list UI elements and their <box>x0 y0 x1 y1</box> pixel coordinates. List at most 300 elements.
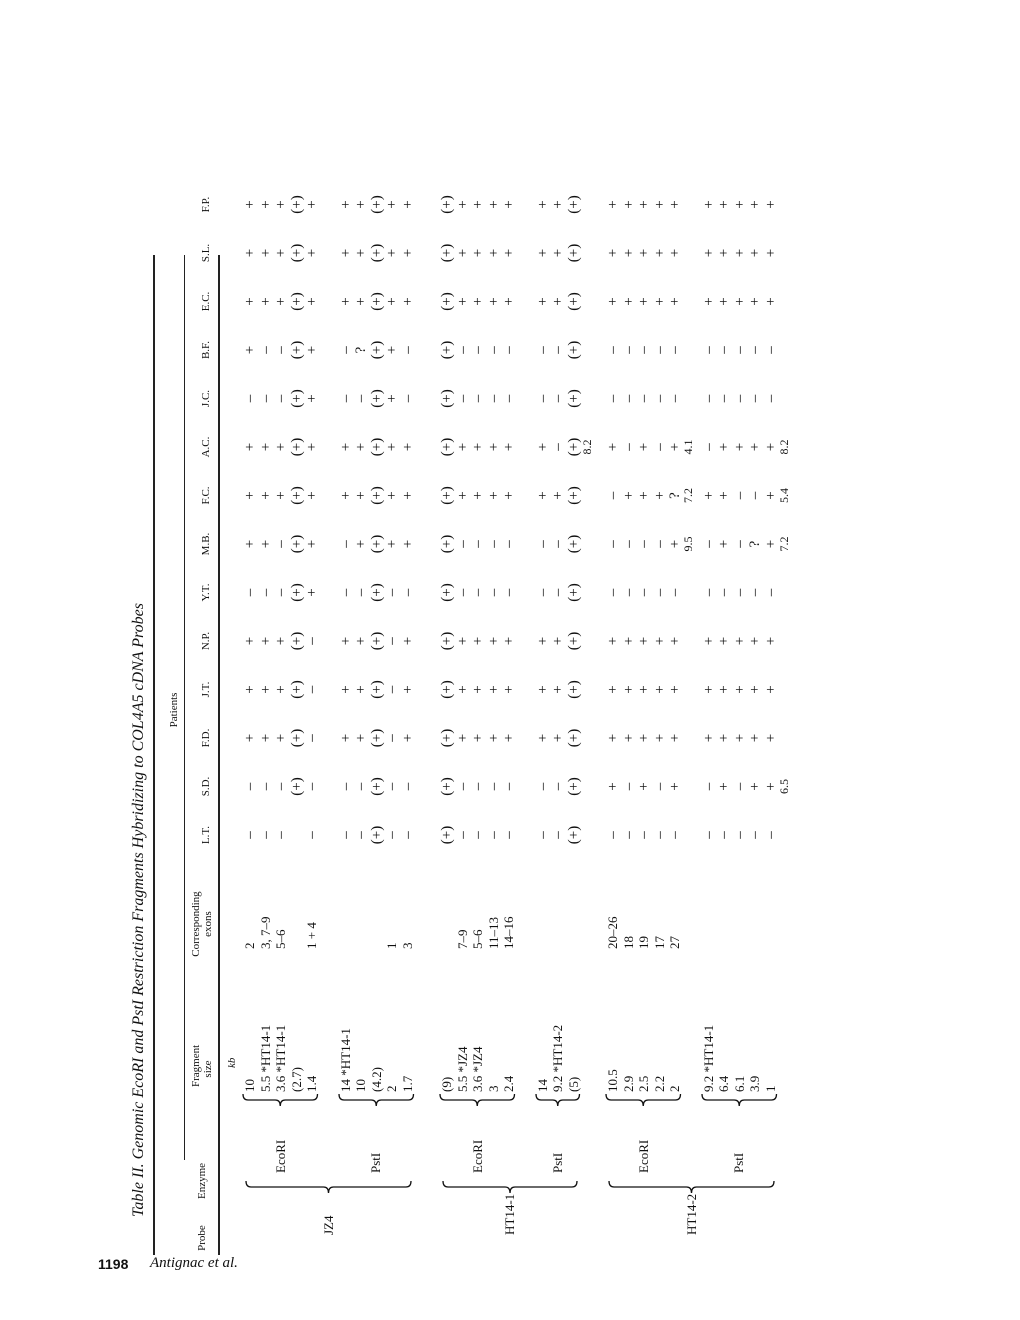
fragment-size-note: 7.2 <box>681 488 695 503</box>
hybridization-result: – <box>534 346 551 354</box>
hybridization-result: (+) <box>288 534 305 554</box>
fragment-size: 9.2 *HT14-1 <box>700 1024 716 1092</box>
hybridization-result: + <box>550 491 566 500</box>
hybridization-result: + <box>762 733 779 743</box>
hybridization-result: (+) <box>565 631 582 651</box>
hybridization-result: – <box>337 588 354 597</box>
enzyme-name: PstI <box>731 1152 747 1173</box>
hybridization-result: – <box>485 540 502 548</box>
fragment-size: 1 <box>762 1085 778 1092</box>
hybridization-result: (+) <box>565 340 582 360</box>
fragment-size: 3.6 *HT14-1 <box>273 1024 288 1092</box>
hybridization-result: – <box>353 831 369 839</box>
hybridization-result: – <box>550 588 566 597</box>
hybridization-result: – <box>550 346 566 354</box>
hybridization-result: + <box>651 491 668 500</box>
hybridization-result: + <box>605 200 621 209</box>
hybridization-result: – <box>747 346 763 354</box>
hybridization-result: (+) <box>565 534 582 554</box>
hybridization-result: + <box>470 636 486 646</box>
fragment-size: 1.4 <box>304 1075 319 1092</box>
hybridization-result: – <box>470 540 486 548</box>
hybridization-result: + <box>534 200 551 209</box>
hybridization-result: + <box>242 345 258 355</box>
hybridization-result: + <box>242 200 258 209</box>
fragment-brace <box>701 1092 778 1108</box>
hybridization-result: + <box>337 491 354 500</box>
hybridization-result: + <box>384 248 400 258</box>
hybridization-result: – <box>762 346 779 354</box>
hybridization-result: + <box>667 782 683 791</box>
hybridization-result: – <box>620 588 637 597</box>
hybridization-result: (+) <box>288 195 305 214</box>
hybridization-result: + <box>747 297 763 306</box>
hybridization-result: – <box>337 394 354 403</box>
hybridization-result: + <box>747 733 763 743</box>
hybridization-result: (+) <box>368 389 385 408</box>
hybridization-result: + <box>636 442 652 452</box>
hybridization-result: + <box>304 588 320 597</box>
hybridization-result: – <box>257 588 274 597</box>
hybridization-result: + <box>454 733 471 743</box>
hybridization-result: (+) <box>368 728 385 748</box>
hybridization-result: + <box>620 248 637 258</box>
hybridization-result: + <box>273 200 289 209</box>
hybridization-result: + <box>273 733 289 743</box>
hybridization-result: (+) <box>288 340 305 360</box>
hybridization-result: – <box>762 831 779 839</box>
hybridization-result: – <box>700 443 717 451</box>
header-patient: N.P. <box>200 631 212 651</box>
hybridization-result: + <box>384 345 400 355</box>
hybridization-result: + <box>747 685 763 694</box>
hybridization-result: + <box>667 685 683 694</box>
hybridization-result: – <box>273 588 289 597</box>
hybridization-result: – <box>304 831 320 839</box>
hybridization-result: (+) <box>439 631 455 651</box>
hybridization-result: + <box>620 733 637 743</box>
hybridization-result: + <box>273 248 289 258</box>
corresponding-exons: 11–13 <box>485 916 501 949</box>
hybridization-result: + <box>731 636 748 646</box>
hybridization-result: + <box>731 248 748 258</box>
hybridization-result: – <box>651 831 668 839</box>
hybridization-result: + <box>399 733 416 743</box>
hybridization-result: + <box>651 297 668 306</box>
hybridization-result: + <box>273 491 289 500</box>
hybridization-result: – <box>454 394 471 403</box>
hybridization-result: (+) <box>368 292 385 311</box>
hybridization-result: + <box>605 442 621 452</box>
hybridization-result: + <box>636 297 652 306</box>
probe-name: HT14-1 <box>502 1193 517 1235</box>
fragment-size-note: 4.1 <box>681 439 695 455</box>
hybridization-result: + <box>399 685 416 694</box>
hybridization-result: – <box>731 346 748 354</box>
fragment-brace <box>605 1092 682 1108</box>
hybridization-result: – <box>620 540 637 548</box>
hybridization-result: + <box>454 297 471 306</box>
hybridization-result: – <box>501 588 517 597</box>
header-patient: L.T. <box>200 825 212 845</box>
hybridization-result: – <box>620 443 637 451</box>
hybridization-result: + <box>454 442 471 452</box>
hybridization-result: + <box>257 200 274 209</box>
fragment-brace <box>535 1092 581 1108</box>
hybridization-result: + <box>731 297 748 306</box>
hybridization-result: + <box>550 248 566 258</box>
hybridization-result: + <box>605 248 621 258</box>
hybridization-result: + <box>470 491 486 500</box>
fragment-size: 1.7 <box>399 1075 415 1092</box>
hybridization-result: + <box>353 539 369 549</box>
hybridization-result: + <box>731 733 748 743</box>
hybridization-result: + <box>501 248 517 258</box>
hybridization-result: – <box>605 346 621 354</box>
table-caption: Table II. Genomic EcoRI and PstI Restriction Fragments Hybridizing to COL4A5 cDNA Probes <box>130 602 147 1217</box>
hybridization-result: + <box>731 685 748 694</box>
hybridization-result: + <box>304 248 320 258</box>
corresponding-exons: 7–9 <box>454 929 470 949</box>
hybridization-result: – <box>304 685 320 694</box>
fragment-size: 2.4 <box>501 1075 516 1092</box>
running-head: Antignac et al. <box>150 1255 238 1271</box>
hybridization-result: – <box>550 443 566 451</box>
hybridization-result: – <box>636 394 652 403</box>
hybridization-result: + <box>470 733 486 743</box>
fragment-size-note: 9.5 <box>681 536 695 552</box>
hybridization-result: + <box>485 685 502 694</box>
header-patient: F.D. <box>200 728 212 748</box>
hybridization-result: + <box>762 200 779 209</box>
hybridization-result: + <box>667 200 683 209</box>
corresponding-exons: 1 + 4 <box>304 922 319 949</box>
hybridization-result: + <box>501 685 517 694</box>
hybridization-result: + <box>762 297 779 306</box>
hybridization-result: + <box>534 297 551 306</box>
fragment-size: 5.5 *HT14-1 <box>257 1024 273 1092</box>
hybridization-result: – <box>651 394 668 403</box>
hybridization-result: (+) <box>565 195 582 214</box>
hybridization-result: – <box>620 782 637 791</box>
hybridization-result: (+) <box>288 631 305 651</box>
hybridization-result: + <box>384 491 400 500</box>
hybridization-result: – <box>534 394 551 403</box>
hybridization-result: + <box>304 394 320 403</box>
hybridization-result: + <box>716 685 732 694</box>
hybridization-result: + <box>762 491 779 500</box>
hybridization-result: + <box>399 200 416 209</box>
hybridization-result: + <box>550 685 566 694</box>
hybridization-result: (+) <box>368 243 385 263</box>
hybridization-result: – <box>605 540 621 548</box>
hybridization-result: (+) <box>439 340 455 360</box>
hybridization-result: ? <box>667 492 683 499</box>
hybridization-result: (+) <box>439 680 455 699</box>
hybridization-result: + <box>242 733 258 743</box>
hybridization-result: – <box>534 588 551 597</box>
hybridization-result: + <box>337 733 354 743</box>
hybridization-result: – <box>337 782 354 791</box>
hybridization-result: – <box>716 394 732 403</box>
hybridization-result: ? <box>353 346 369 354</box>
hybridization-result: + <box>485 442 502 452</box>
hybridization-result: – <box>485 831 502 839</box>
hybridization-result: + <box>501 491 517 500</box>
hybridization-result: + <box>454 636 471 646</box>
hybridization-result: + <box>716 491 732 500</box>
hybridization-result: – <box>667 394 683 403</box>
hybridization-result: – <box>762 588 779 597</box>
hybridization-result: + <box>762 782 779 791</box>
hybridization-result: + <box>485 297 502 306</box>
hybridization-result: (+) <box>288 437 305 457</box>
hybridization-result: (+) <box>439 437 455 457</box>
hybridization-result: + <box>454 200 471 209</box>
hybridization-result: – <box>550 831 566 839</box>
patients-rule <box>184 255 185 1160</box>
fragment-size: 10.5 <box>605 1069 620 1092</box>
hybridization-result: – <box>700 782 717 791</box>
hybridization-result: + <box>273 297 289 306</box>
hybridization-result: – <box>636 346 652 354</box>
hybridization-result: – <box>550 540 566 548</box>
fragment-size-note: 8.2 <box>579 439 594 455</box>
hybridization-result: + <box>257 442 274 452</box>
corresponding-exons: 20–26 <box>605 916 620 949</box>
hybridization-result: + <box>242 491 258 500</box>
hybridization-result: + <box>620 491 637 500</box>
hybridization-result: – <box>501 782 517 791</box>
top-rule <box>153 255 155 1255</box>
hybridization-result: (+) <box>288 728 305 748</box>
hybridization-result: – <box>636 831 652 839</box>
hybridization-result: – <box>731 831 748 839</box>
hybridization-result: (+) <box>439 583 455 602</box>
hybridization-result: (+) <box>368 680 385 699</box>
header-probe: Probe <box>196 1225 208 1251</box>
hybridization-result: + <box>501 297 517 306</box>
hybridization-result: + <box>454 491 471 500</box>
hybridization-result: – <box>273 782 289 791</box>
hybridization-result: (+) <box>439 777 455 796</box>
hybridization-result: + <box>399 248 416 258</box>
hybridization-result: + <box>716 442 732 452</box>
hybridization-result: – <box>747 394 763 403</box>
hybridization-result: + <box>304 442 320 452</box>
hybridization-result: (+) <box>288 389 305 408</box>
header-corresponding-exons: Corresponding exons <box>190 891 214 957</box>
hybridization-result: – <box>470 394 486 403</box>
hybridization-result: (+) <box>288 292 305 311</box>
hybridization-result: – <box>605 588 621 597</box>
hybridization-result: + <box>273 442 289 452</box>
hybridization-result: – <box>399 831 416 839</box>
hybridization-result: + <box>470 200 486 209</box>
hybridization-result: (+) <box>565 486 582 505</box>
fragment-size: 10 <box>242 1079 257 1092</box>
fragment-brace <box>439 1092 516 1108</box>
hybridization-result: – <box>620 346 637 354</box>
hybridization-result: – <box>550 394 566 403</box>
header-enzyme: Enzyme <box>196 1162 208 1200</box>
hybridization-result: (+) <box>439 486 455 505</box>
hybridization-result: + <box>399 539 416 549</box>
hybridization-result: + <box>667 636 683 646</box>
hybridization-result: + <box>485 636 502 646</box>
hybridization-result: + <box>667 442 683 452</box>
fragment-size: (2.7) <box>288 1067 304 1092</box>
hybridization-result: + <box>399 636 416 646</box>
hybridization-result: + <box>762 636 779 646</box>
hybridization-result: – <box>399 346 416 354</box>
hybridization-result: – <box>636 588 652 597</box>
hybridization-result: – <box>485 394 502 403</box>
hybridization-result: – <box>353 588 369 597</box>
hybridization-result: – <box>731 491 748 500</box>
hybridization-result: – <box>384 588 400 597</box>
hybridization-result: – <box>384 782 400 791</box>
hybridization-result: – <box>454 346 471 354</box>
hybridization-result: – <box>273 394 289 403</box>
hybridization-result: + <box>257 733 274 743</box>
hybridization-result: – <box>454 588 471 597</box>
hybridization-result: + <box>550 297 566 306</box>
hybridization-result: + <box>605 782 621 791</box>
hybridization-result: + <box>304 200 320 209</box>
probe-name: JZ4 <box>320 1215 336 1235</box>
fragment-size: 2.9 <box>620 1075 636 1092</box>
corresponding-exons: 17 <box>651 936 667 949</box>
hybridization-result: + <box>716 636 732 646</box>
hybridization-result: + <box>620 685 637 694</box>
fragment-size: (4.2) <box>368 1067 384 1092</box>
hybridization-result: (+) <box>288 243 305 263</box>
hybridization-result: + <box>550 200 566 209</box>
hybridization-result: + <box>399 491 416 500</box>
hybridization-result: + <box>605 636 621 646</box>
hybridization-result: – <box>651 540 668 548</box>
hybridization-result: + <box>747 782 763 791</box>
corresponding-exons: 5–6 <box>470 929 485 949</box>
fragment-size-note: 8.2 <box>776 439 791 455</box>
hybridization-result: (+) <box>368 534 385 554</box>
hybridization-result: + <box>485 248 502 258</box>
kb-unit: kb <box>226 1057 238 1068</box>
hybridization-result: – <box>747 588 763 597</box>
hybridization-result: (+) <box>368 437 385 457</box>
hybridization-result: + <box>337 685 354 694</box>
hybridization-result: – <box>257 782 274 791</box>
hybridization-result: + <box>667 297 683 306</box>
hybridization-result: – <box>242 782 258 791</box>
hybridization-result: – <box>485 588 502 597</box>
header-patient: Y.T. <box>200 583 212 602</box>
hybridization-result: + <box>747 200 763 209</box>
hybridization-result: + <box>257 297 274 306</box>
hybridization-result: – <box>242 394 258 403</box>
hybridization-result: – <box>762 394 779 403</box>
hybridization-result: – <box>257 394 274 403</box>
fragment-size: (9) <box>439 1076 454 1092</box>
corresponding-exons: 19 <box>636 936 651 949</box>
hybridization-result: + <box>534 685 551 694</box>
fragment-brace <box>242 1092 319 1108</box>
hybridization-result: – <box>501 346 517 354</box>
hybridization-result: (+) <box>439 389 455 408</box>
hybridization-result: + <box>716 200 732 209</box>
hybridization-result: + <box>534 636 551 646</box>
fragment-size: 14 <box>534 1079 550 1092</box>
hybridization-result: + <box>651 200 668 209</box>
hybridization-result: + <box>550 733 566 743</box>
hybridization-result: (+) <box>368 340 385 360</box>
hybridization-result: + <box>636 248 652 258</box>
enzyme-brace <box>608 1179 775 1195</box>
fragment-size: 9.2 *HT14-2 <box>550 1024 565 1092</box>
hybridization-result: + <box>636 636 652 646</box>
hybridization-result: – <box>384 637 400 645</box>
hybridization-result: – <box>242 831 258 839</box>
enzyme-name: EcoRI <box>469 1139 485 1173</box>
hybridization-result: + <box>605 297 621 306</box>
hybridization-result: – <box>700 831 717 839</box>
hybridization-result: – <box>485 346 502 354</box>
hybridization-result: – <box>304 637 320 645</box>
hybridization-result: + <box>242 442 258 452</box>
hybridization-result: + <box>470 297 486 306</box>
hybridization-result: ? <box>747 540 763 548</box>
hybridization-result: – <box>716 346 732 354</box>
hybridization-result: + <box>399 442 416 452</box>
hybridization-result: – <box>620 394 637 403</box>
hybridization-result: – <box>470 782 486 791</box>
hybridization-result: + <box>731 442 748 452</box>
hybridization-result: + <box>384 297 400 306</box>
enzyme-name: PstI <box>549 1152 565 1173</box>
hybridization-result: – <box>667 831 683 839</box>
hybridization-result: + <box>620 200 637 209</box>
hybridization-result: – <box>304 782 320 791</box>
hybridization-result: + <box>700 491 717 500</box>
hybridization-result: + <box>700 248 717 258</box>
hybridization-result: (+) <box>368 631 385 651</box>
hybridization-result: + <box>304 491 320 500</box>
corresponding-exons: 3 <box>399 942 415 949</box>
hybridization-result: – <box>501 394 517 403</box>
corresponding-exons: 5–6 <box>273 929 288 949</box>
hybridization-result: + <box>485 491 502 500</box>
hybridization-result: – <box>454 540 471 548</box>
hybridization-result: + <box>470 685 486 694</box>
hybridization-result: – <box>731 782 748 791</box>
hybridization-result: – <box>384 685 400 694</box>
hybridization-result: + <box>636 733 652 743</box>
hybridization-result: + <box>337 248 354 258</box>
hybridization-result: + <box>304 345 320 355</box>
fragment-size: 6.4 <box>716 1075 731 1092</box>
hybridization-result: (+) <box>565 292 582 311</box>
fragment-size: 3.6 *JZ4 <box>470 1046 485 1092</box>
hybridization-result: + <box>534 442 551 452</box>
hybridization-result: + <box>257 636 274 646</box>
hybridization-result: – <box>353 782 369 791</box>
hybridization-result: + <box>242 297 258 306</box>
hybridization-result: (+) <box>565 777 582 796</box>
hybridization-result: (+) <box>565 680 582 699</box>
corresponding-exons: 2 <box>242 942 257 949</box>
hybridization-result: + <box>353 685 369 694</box>
